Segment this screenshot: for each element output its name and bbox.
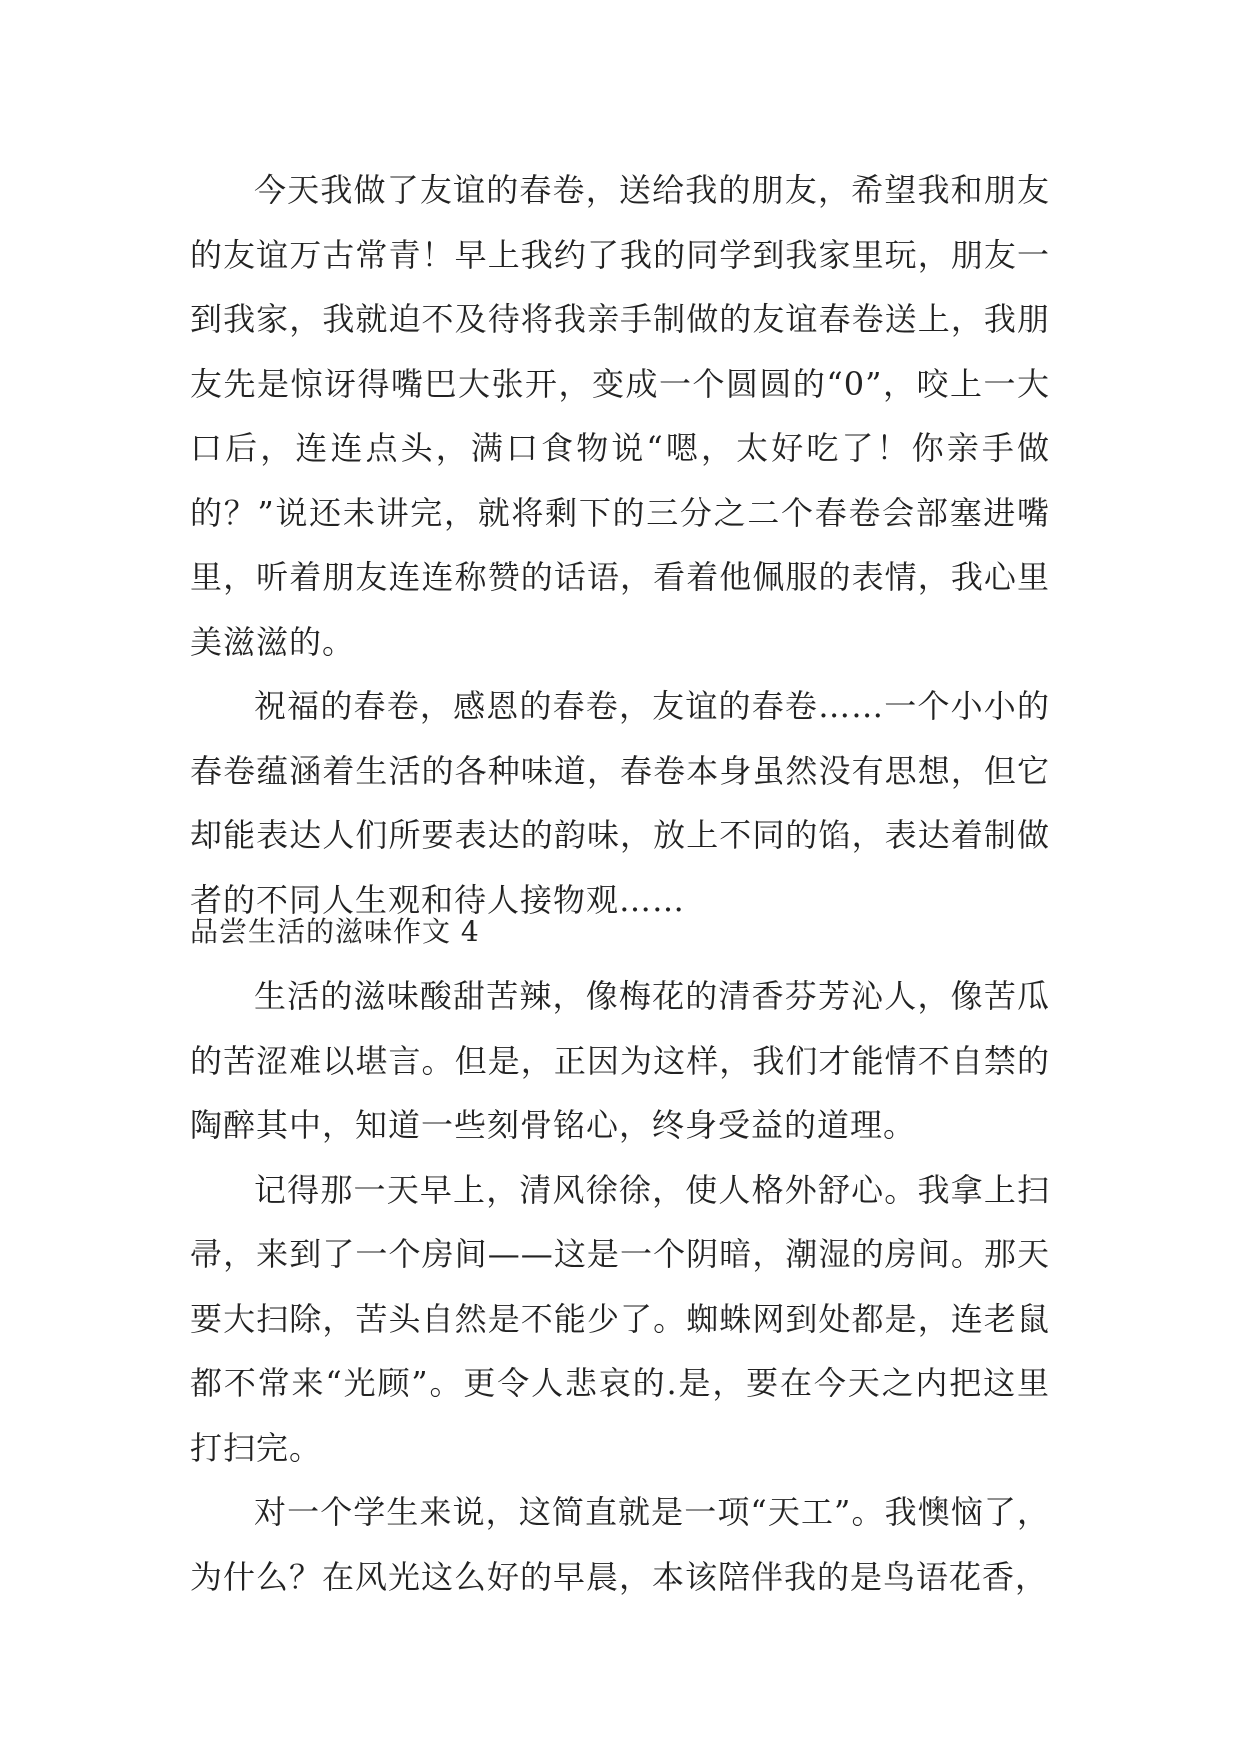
essay-heading: 品尝生活的滋味作文 4: [190, 915, 480, 948]
paragraph-cleaning-morning: 记得那一天早上，清风徐徐，使人格外舒心。我拿上扫帚，来到了一个房间——这是一个阴暗，潮湿的房间。那天要大扫除，苦头自然是不能少了。蜘蛛网到处都是，连老鼠都不常来“光顾”。更令人悲哀的.是，要在今天之内把这里打扫完。: [190, 1170, 1050, 1467]
section-1: [190, 158, 1050, 932]
paragraph-spring-roll-friendship: 今天我做了友谊的春卷，送给我的朋友，希望我和朋友的友谊万古常青！早上我约了我的同学到我家里玩，朋友一到我家，我就迫不及待将我亲手制做的友谊春卷送上，我朋友先是惊讶得嘴巴大张开，变成一个圆圆的“0”，咬上一大口后，连连点头，满口食物说“嗯，太好吃了！你亲手做的？”说还未讲完，就将剩下的三分之二个春卷会部塞进嘴里，听着朋友连连称赞的话语，看着他佩服的表情，我心里美滋滋的。: [190, 171, 1050, 661]
paragraph-student-task: 对一个学生来说，这简直就是一项“天工”。我懊恼了，为什么？在风光这么好的早晨，本该陪伴我的是鸟语花香，: [190, 1493, 1050, 1596]
section-2: [190, 900, 1050, 1609]
paragraph-spring-roll-meaning: 祝福的春卷，感恩的春卷，友谊的春卷……一个小小的春卷蕴涵着生活的各种味道，春卷本身虽然没有思想，但它却能表达人们所要表达的韵味，放上不同的馅，表达着制做者的不同人生观和待人接物观……: [190, 687, 1050, 919]
paragraph-taste-of-life: 生活的滋味酸甜苦辣，像梅花的清香芬芳沁人，像苦瓜的苦涩难以堪言。但是，正因为这样，我们才能情不自禁的陶醉其中，知道一些刻骨铭心，终身受益的道理。: [190, 977, 1050, 1144]
